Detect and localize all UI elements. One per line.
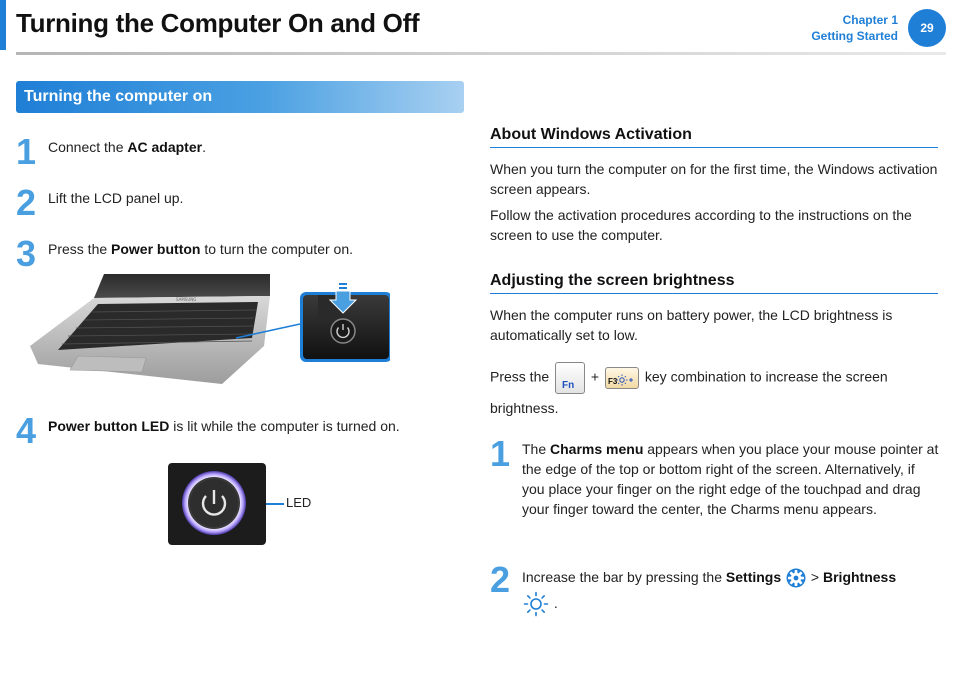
step-number: 2 (16, 182, 37, 223)
activation-para: When you turn the computer on for the first time, the Windows activation screen appears. (490, 161, 938, 197)
key-text-part: Press the (490, 368, 554, 385)
step-text-bold: Power button LED (48, 418, 170, 434)
step-text-part: is lit while the computer is turned on. (169, 418, 400, 434)
step-text: Lift the LCD panel up. (48, 190, 184, 206)
step-text-bold: Power button (111, 241, 201, 257)
chapter-info (811, 12, 898, 44)
step-text-bold: Charms menu (550, 441, 644, 457)
chapter-name: Getting Started (811, 29, 898, 43)
step-text-part: Increase the bar by pressing the (522, 569, 726, 585)
laptop-illustration (18, 272, 390, 394)
section-banner: Turning the computer on (16, 81, 464, 113)
led-pointer-line (266, 503, 284, 505)
step-text-part: Press the (48, 241, 112, 257)
step-text-part: appears when you place your mouse pointer at the edge of the top or bottom right of the screen. Alternatively, if you place your finger on the right edge of the touchpad and drag your finger toward the center, the Charms menu appears. (522, 441, 939, 517)
step-text-part: . (202, 139, 206, 155)
activation-heading: About Windows Activation (490, 126, 938, 148)
settings-gear-icon (785, 567, 807, 589)
page-number-badge: 29 (908, 9, 946, 47)
led-label: LED (286, 495, 312, 510)
chapter-label: Chapter 1 (842, 13, 898, 27)
power-led-illustration (168, 463, 266, 545)
f3-key-label: F3 (608, 377, 618, 386)
step-text (522, 564, 940, 617)
step-number: 1 (490, 433, 511, 474)
step-number: 3 (16, 233, 37, 274)
laptop-logo: SAMSUNG (176, 297, 197, 302)
fn-key-icon (555, 362, 585, 394)
key-combination-text (490, 362, 938, 422)
brightness-heading: Adjusting the screen brightness (490, 272, 938, 294)
step-number: 1 (16, 131, 37, 172)
step-text-bold: Settings (725, 569, 782, 585)
activation-para: Follow the activation procedures according to the instructions on the screen to use the computer. (490, 207, 912, 243)
step-text-part: The (522, 441, 551, 457)
brightness-para: When the computer runs on battery power, the LCD brightness is automatically set to low. (490, 307, 893, 343)
step-number: 2 (490, 559, 511, 600)
step-text (48, 416, 400, 436)
key-plus: + (587, 368, 603, 385)
sun-plus-icon (616, 374, 634, 386)
step-text-bold: Brightness (823, 569, 897, 585)
step-text-part: to turn the computer on. (200, 241, 353, 257)
step-number: 4 (16, 410, 37, 451)
header-divider (16, 52, 946, 55)
f3-brightness-key-icon (605, 367, 639, 389)
key-text-part: key combination to increase the screen brightness. (490, 368, 888, 416)
step-text-separator: > (807, 569, 823, 585)
brightness-sun-icon (522, 591, 550, 617)
step-text-part: Connect the (48, 139, 128, 155)
header-accent-bar (0, 0, 6, 50)
step-text (48, 137, 206, 157)
step-text (48, 239, 353, 259)
page-title: Turning the Computer On and Off (16, 8, 420, 38)
step-text-part: . (553, 595, 558, 611)
step-text-bold: AC adapter (127, 139, 203, 155)
fn-key-label: Fn (562, 380, 575, 391)
step-text (522, 439, 940, 519)
